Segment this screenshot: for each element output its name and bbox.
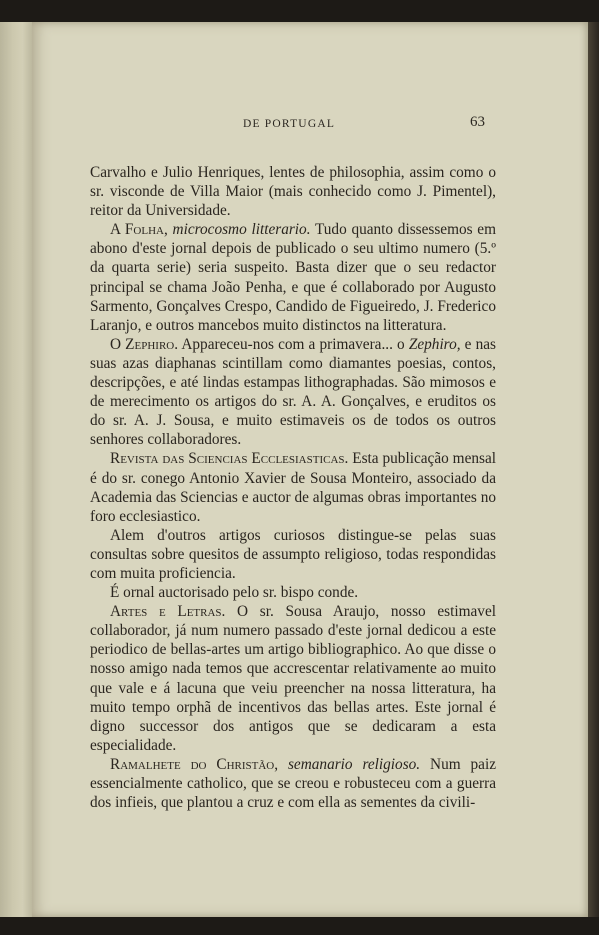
text-run (278, 756, 288, 773)
section-heading: O Zephiro. (110, 335, 179, 353)
italic-text: Zephiro, (408, 335, 461, 353)
paragraph (90, 163, 496, 220)
page-number: 63 (470, 114, 485, 130)
italic-text: semanario religioso. (287, 755, 421, 773)
book-page (32, 22, 588, 917)
text-run: É ornal auctorisado pelo sr. bispo conde. (110, 584, 359, 602)
section-heading: Revista das Sciencias Ecclesiasticas. (110, 450, 349, 468)
text-run: Appareceu-nos com a primavera... o (178, 335, 409, 353)
page-header (32, 114, 588, 134)
paragraph (90, 602, 496, 755)
italic-text: microcosmo litterario. (172, 221, 311, 239)
paragraph (90, 449, 496, 525)
book-spine (0, 22, 32, 917)
page-edge-shadow (588, 22, 599, 917)
text-run: Alem d'outros artigos curiosos distingue-se pelas suas consultas sobre quesitos de assumpto religioso, todas respondidas com muita proficiencia. (90, 526, 496, 582)
paragraph (90, 220, 496, 335)
text-run: Tudo quanto dissessemos em abono d'este jornal depois de publicado o seu ultimo numero (5.º da quarta serie) seria suspeito. Basta dizer que o seu redactor principal se chama João Penha, e que é collaborado por Augusto Sarmento, Gonçalves Crespo, Candido de Figueiredo, J. Frederico Laranjo, e outros mancebos muito distinctos na litteratura. (90, 221, 496, 334)
paragraph (90, 335, 496, 450)
paragraph (90, 526, 496, 583)
running-title: DE PORTUGAL (243, 118, 336, 130)
text-run: O sr. Sousa Araujo, nosso estimavel collaborador, já num numero passado d'este jornal dedicou a este periodico de bellas-artes um artigo bibliographico. Ao que disse o nosso amigo nada temos que accrescentar relativamente ao muito que vale e á lacuna que veiu preencher na nossa litteratura, ha muito tempo orphã de incentivos das bellas artes. Este jornal é digno successor dos antigos que se dedicaram a esta especialidade. (90, 603, 497, 754)
text-run: Esta publicação mensal é do sr. conego Antonio Xavier de Sousa Monteiro, associado da Academia das Sciencias e auctor de algumas obras importantes no foro ecclesiastico. (90, 450, 496, 525)
text-run: Num paiz essencialmente catholico, que se creou e robusteceu com a guerra dos infieis, que plantou a cruz e com ella as sementes da civili- (90, 755, 496, 812)
section-heading: Ramalhete do Christão, (110, 755, 279, 773)
section-heading: Artes e Letras. (110, 603, 226, 621)
paragraph (90, 755, 496, 812)
section-heading: A Folha, (110, 221, 168, 239)
body-text (90, 163, 496, 812)
text-run: Carvalho e Julio Henriques, lentes de philosophia, assim como o sr. visconde de Villa Maior (mais conhecido como J. Pimentel), reitor da Universidade. (90, 164, 496, 220)
text-run: e nas suas azas diaphanas scintillam como diamantes poesias, contos, descripções, e até lindas estampas lithographadas. São mimosos e de merecimento os artigos do sr. A. A. Gonçalves, e eruditos os do sr. A. J. Sousa, e muito estimaveis os de todos os outros senhores collaboradores. (90, 335, 496, 449)
paragraph (90, 583, 496, 602)
